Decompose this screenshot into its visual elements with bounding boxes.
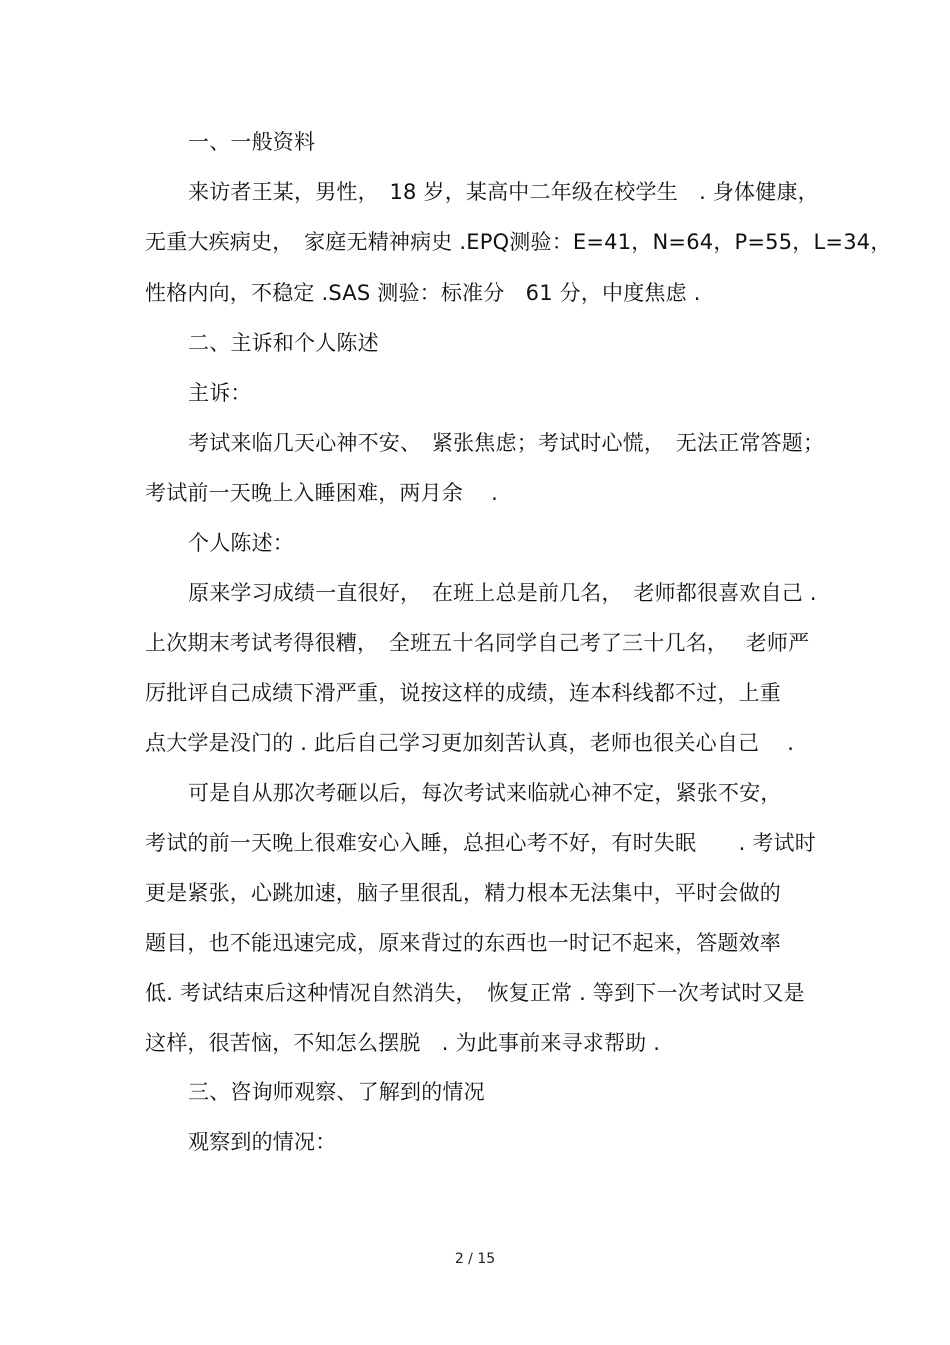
section-heading-complaint: 二、主诉和个人陈述 <box>188 331 379 355</box>
paragraph-line: 考试来临几天心神不安、 紧张焦虑；考试时心慌， 无法正常答题； <box>188 431 825 455</box>
subheading-personal-statement: 个人陈述： <box>188 531 294 555</box>
section-heading-general-info: 一、一般资料 <box>188 130 316 154</box>
paragraph-line: 厉批评自己成绩下滑严重，说按这样的成绩，连本科线都不过，上重 <box>145 681 781 705</box>
subheading-observation: 观察到的情况： <box>188 1130 337 1154</box>
paragraph-line: 低. 考试结束后这种情况自然消失， 恢复正常 . 等到下一次考试时又是 <box>145 981 805 1005</box>
paragraph-line: 考试的前一天晚上很难安心入睡，总担心考不好，有时失眠 . 考试时 <box>145 831 816 855</box>
page-number: 2 / 15 <box>454 1251 496 1267</box>
paragraph-line: 无重大疾病史， 家庭无精神病史 .EPQ测验：E=41，N=64，P=55，L=34， <box>145 230 892 254</box>
paragraph-line: 原来学习成绩一直很好， 在班上总是前几名， 老师都很喜欢自己 . <box>188 581 817 605</box>
paragraph-line: 来访者王某，男性， 18 岁，某高中二年级在校学生 . 身体健康， <box>188 180 819 204</box>
section-heading-observation: 三、咨询师观察、了解到的情况 <box>188 1080 485 1104</box>
paragraph-line: 考试前一天晚上入睡困难，两月余 . <box>145 481 498 505</box>
paragraph-line: 题目，也不能迅速完成，原来背过的东西也一时记不起来，答题效率 <box>145 931 781 955</box>
paragraph-line: 点大学是没门的 . 此后自己学习更加刻苦认真，老师也很关心自己 . <box>145 731 795 755</box>
paragraph-line: 可是自从那次考砸以后，每次考试来临就心神不定，紧张不安， <box>188 781 782 805</box>
paragraph-line: 这样，很苦恼，不知怎么摆脱 . 为此事前来寻求帮助 . <box>145 1031 661 1055</box>
paragraph-line: 上次期末考试考得很糟， 全班五十名同学自己考了三十几名， 老师严 <box>145 631 810 655</box>
paragraph-line: 更是紧张，心跳加速，脑子里很乱，精力根本无法集中，平时会做的 <box>145 881 781 905</box>
subheading-complaint: 主诉： <box>188 381 252 405</box>
paragraph-line: 性格内向，不稳定 .SAS 测验：标准分 61 分，中度焦虑 . <box>145 281 701 305</box>
